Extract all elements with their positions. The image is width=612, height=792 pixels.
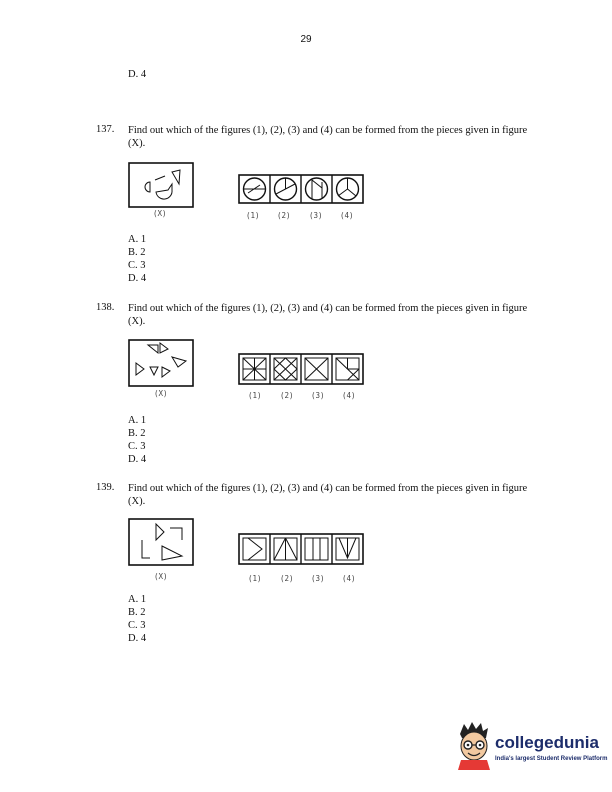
figure-x-label: (X) [153,209,167,218]
figure-x-pieces [128,162,194,208]
option-3-square [305,358,328,380]
option-label-3: (3) [311,391,325,400]
question-number: 138. [96,302,115,313]
question-text: Find out which of the figures (1), (2), (3) and (4) can be formed from the pieces given in figure (X). [128,303,528,327]
answer-d: D. 4 [128,273,147,284]
option-3-circle [306,178,328,200]
question-number: 139. [96,482,115,493]
option-4-square [336,358,359,380]
answer-d: D. 4 [128,633,147,644]
answer-c: C. 3 [128,441,146,452]
brand-name: collegedunia [495,733,599,752]
answer-b: B. 2 [128,247,146,258]
question-number: 137. [96,124,115,135]
option-label-4: (4) [340,211,354,220]
answer-c: C. 3 [128,260,146,271]
option-3-square [305,538,328,560]
option-1-square [243,538,266,560]
option-label-2: (2) [277,211,291,220]
page-number: 29 [300,34,312,45]
figure-x-pieces [128,518,194,566]
options-strip [238,174,364,204]
figure-x-label: (X) [154,389,168,398]
answer-b: B. 2 [128,607,146,618]
mascot-icon [454,720,494,770]
answer-a: A. 1 [128,415,147,426]
option-1-square [243,358,266,380]
option-label-2: (2) [280,574,294,583]
option-4-square [336,538,359,560]
answer-a: A. 1 [128,594,147,605]
option-label-2: (2) [280,391,294,400]
option-2-circle [275,178,297,200]
brand-tagline: India's largest Student Review Platform [495,756,608,762]
question-text: Find out which of the figures (1), (2), (3) and (4) can be formed from the pieces given in figure (X). [128,483,528,507]
option-label-1: (1) [248,574,262,583]
option-label-4: (4) [342,391,356,400]
option-4-circle [337,178,359,200]
option-label-1: (1) [246,211,260,220]
option-label-1: (1) [248,391,262,400]
figure-x-label: (X) [154,572,168,581]
figure-x-pieces [128,339,194,387]
option-2-square [274,358,297,380]
options-strip [238,533,364,565]
answer-a: A. 1 [128,234,147,245]
options-strip [238,353,364,385]
previous-answer-tail: D. 4 [128,69,147,80]
answer-c: C. 3 [128,620,146,631]
option-label-4: (4) [342,574,356,583]
option-2-square [274,538,297,560]
question-text: Find out which of the figures (1), (2), (3) and (4) can be formed from the pieces given in figure (X). [128,125,528,149]
option-label-3: (3) [309,211,323,220]
answer-b: B. 2 [128,428,146,439]
answer-d: D. 4 [128,454,147,465]
option-label-3: (3) [311,574,325,583]
option-1-circle [244,178,266,200]
